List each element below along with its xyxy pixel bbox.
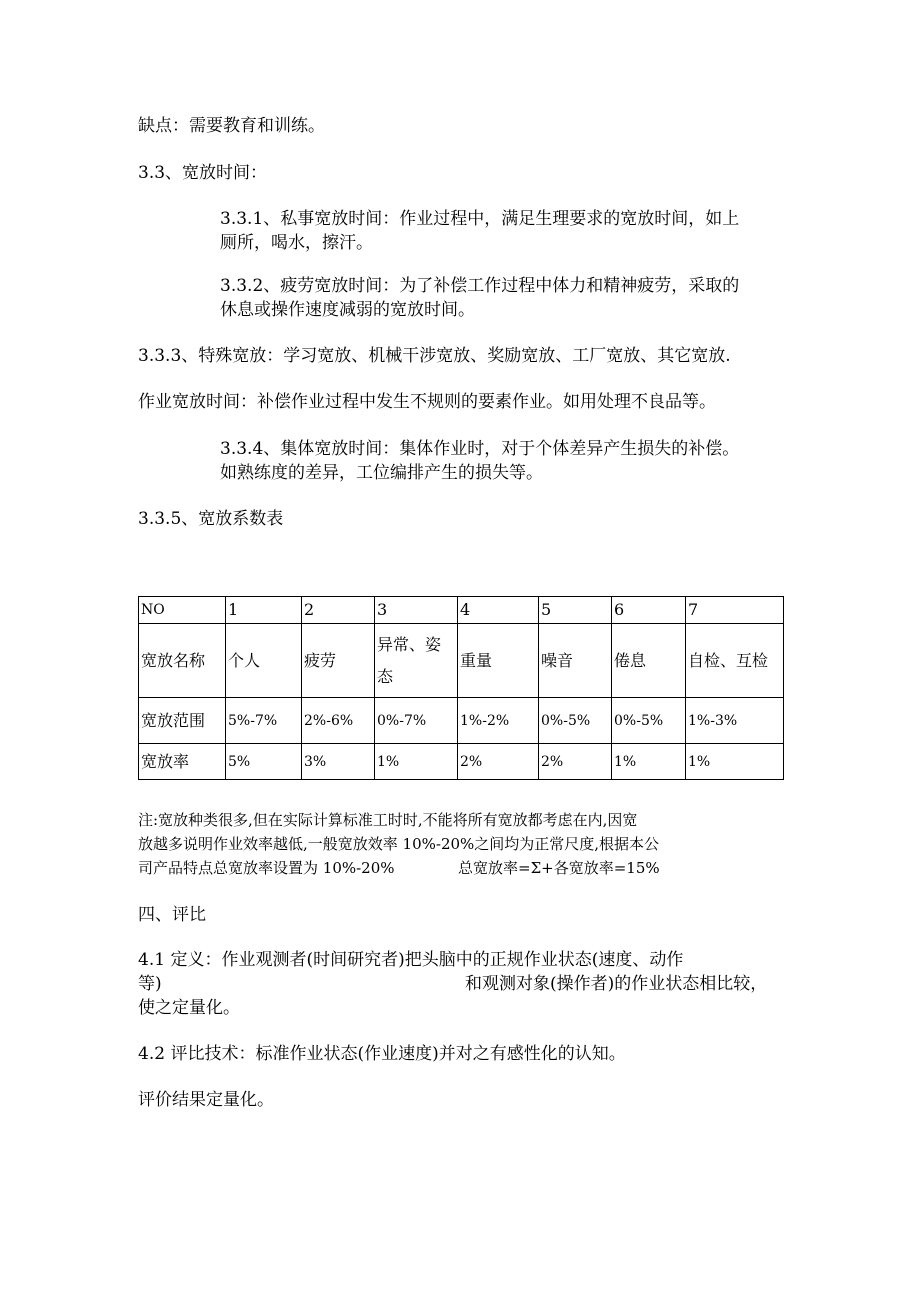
table-cell: 0%-5% bbox=[612, 698, 686, 744]
heading-allowance-table: 3.3.5、宽放系数表 bbox=[138, 509, 284, 529]
table-row bbox=[139, 744, 784, 780]
definition-line-2a: 等) bbox=[138, 974, 162, 994]
note-line-3b: 总宽放率=Σ+各宽放率=15% bbox=[458, 859, 660, 877]
paragraph-group-allowance-2: 如熟练度的差异，工位编排产生的损失等。 bbox=[220, 463, 543, 483]
paragraph-personal-allowance-1: 3.3.1、私事宽放时间：作业过程中，满足生理要求的宽放时间，如上 bbox=[220, 209, 740, 229]
table-cell: 1% bbox=[375, 744, 458, 780]
table-row bbox=[139, 624, 784, 698]
allowance-coefficient-table bbox=[138, 596, 784, 780]
paragraph-drawback: 缺点：需要教育和训练。 bbox=[138, 116, 325, 136]
rating-result: 评价结果定量化。 bbox=[138, 1090, 274, 1110]
table-cell: 疲劳 bbox=[302, 624, 375, 698]
table-cell: 0%-5% bbox=[539, 698, 612, 744]
table-cell: 5% bbox=[226, 744, 302, 780]
table-cell: 3% bbox=[302, 744, 375, 780]
table-cell: 3 bbox=[375, 597, 458, 624]
table-cell: 倦息 bbox=[612, 624, 686, 698]
heading-allowance-time: 3.3、宽放时间： bbox=[138, 163, 268, 183]
table-cell: 6 bbox=[612, 597, 686, 624]
table-cell: 2% bbox=[539, 744, 612, 780]
table-cell: 1%-2% bbox=[458, 698, 539, 744]
table-cell: 1 bbox=[226, 597, 302, 624]
table-cell: 1%-3% bbox=[686, 698, 784, 744]
table-cell: 1% bbox=[612, 744, 686, 780]
table-cell: 异常、姿态 bbox=[375, 624, 458, 698]
definition-line-3: 使之定量化。 bbox=[138, 998, 240, 1018]
paragraph-fatigue-allowance-1: 3.3.2、疲劳宽放时间：为了补偿工作过程中体力和精神疲劳，采取的 bbox=[220, 276, 740, 296]
paragraph-group-allowance-1: 3.3.4、集体宽放时间：集体作业时，对于个体差异产生损失的补偿。 bbox=[220, 439, 740, 459]
table-cell: 2 bbox=[302, 597, 375, 624]
table-cell: 2% bbox=[458, 744, 539, 780]
table-cell: 个人 bbox=[226, 624, 302, 698]
definition-line-1: 4.1 定义：作业观测者(时间研究者)把头脑中的正规作业状态(速度、动作 bbox=[138, 950, 684, 970]
definition-line-2b: 和观测对象(操作者)的作业状态相比较， bbox=[465, 974, 768, 994]
table-cell: 重量 bbox=[458, 624, 539, 698]
table-cell: 噪音 bbox=[539, 624, 612, 698]
note-line-2: 放越多说明作业效率越低,一般宽放效率 10%-20%之间均为正常尺度,根据本公 bbox=[138, 835, 660, 853]
table-cell: 7 bbox=[686, 597, 784, 624]
note-line-1: 注:宽放种类很多,但在实际计算标准工时时,不能将所有宽放都考虑在内,因宽 bbox=[138, 811, 638, 829]
table-cell: 1% bbox=[686, 744, 784, 780]
paragraph-work-allowance: 作业宽放时间：补偿作业过程中发生不规则的要素作业。如用处理不良品等。 bbox=[138, 392, 716, 412]
table-row bbox=[139, 698, 784, 744]
paragraph-personal-allowance-2: 厕所，喝水，擦汗。 bbox=[220, 233, 373, 253]
paragraph-fatigue-allowance-2: 休息或操作速度减弱的宽放时间。 bbox=[220, 300, 475, 320]
paragraph-special-allowance: 3.3.3、特殊宽放：学习宽放、机械干涉宽放、奖励宽放、工厂宽放、其它宽放. bbox=[138, 346, 731, 366]
table-header-row bbox=[139, 597, 784, 624]
rating-technique: 4.2 评比技术：标准作业状态(作业速度)并对之有感性化的认知。 bbox=[138, 1044, 626, 1064]
table-cell: NO bbox=[139, 597, 226, 624]
heading-rating: 四、评比 bbox=[138, 905, 206, 925]
table-cell: 宽放范围 bbox=[139, 698, 226, 744]
table-cell: 4 bbox=[458, 597, 539, 624]
table-cell: 0%-7% bbox=[375, 698, 458, 744]
note-line-3a: 司产品特点总宽放率设置为 10%-20% bbox=[138, 859, 395, 877]
table-cell: 宽放名称 bbox=[139, 624, 226, 698]
table-cell: 2%-6% bbox=[302, 698, 375, 744]
table-cell: 5%-7% bbox=[226, 698, 302, 744]
table-cell: 宽放率 bbox=[139, 744, 226, 780]
table-cell: 5 bbox=[539, 597, 612, 624]
table-cell: 自检、互检 bbox=[686, 624, 784, 698]
